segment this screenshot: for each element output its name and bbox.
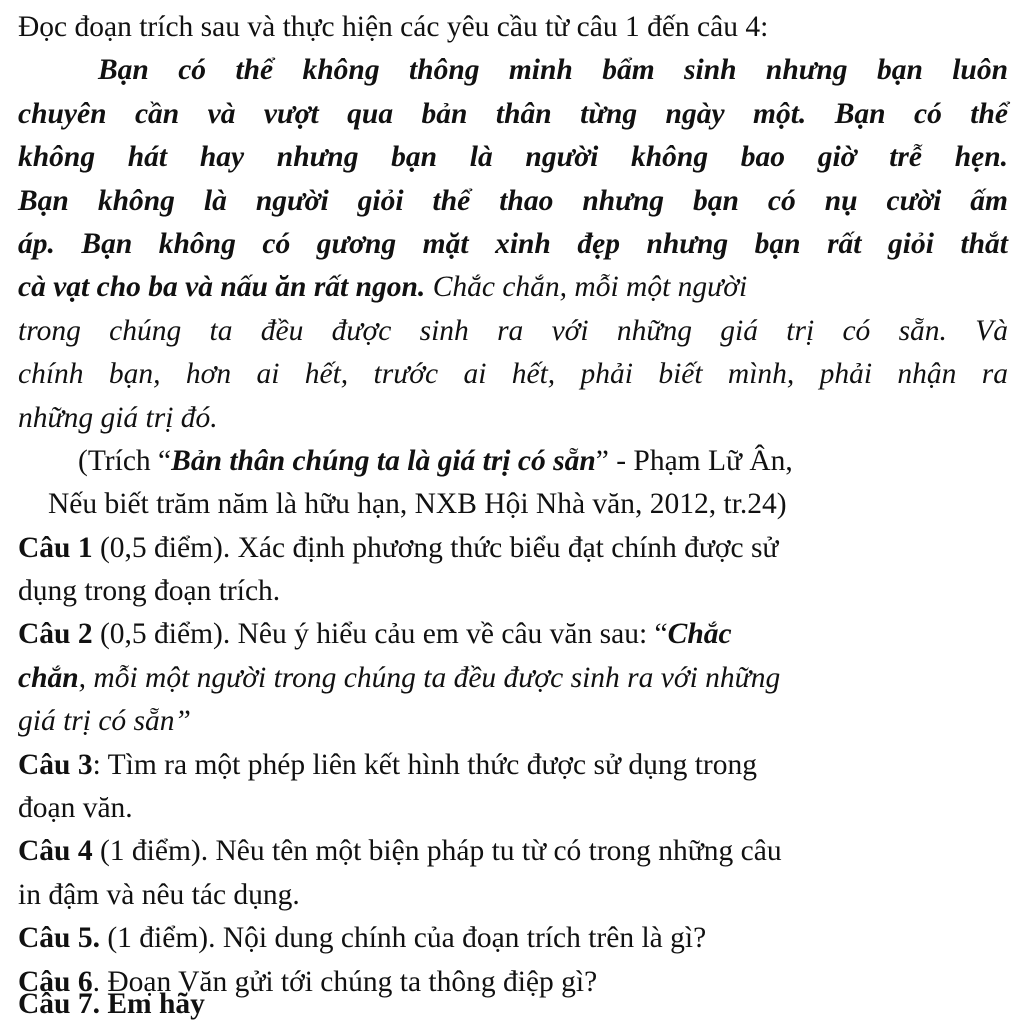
citation-prefix: (Trích “	[78, 444, 172, 477]
passage-line: không hát hay nhưng bạn là người không bao giờ trễ hẹn.	[18, 141, 1008, 174]
passage-italic-segment: Chắc chắn, mỗi một người	[425, 271, 748, 304]
passage-line: áp. Bạn không có gương mặt xinh đẹp nhưng bạn rất giỏi thắt	[18, 227, 1008, 260]
question-quote-italic: , mỗi một người trong chúng ta đều được sinh ra với những	[78, 661, 781, 694]
question-label: Câu 5.	[18, 922, 100, 955]
question-5	[18, 917, 1008, 960]
question-1-cont: dụng trong đoạn trích.	[18, 575, 281, 608]
question-text: (1 điểm). Nội dung chính của đoạn trích trên là gì?	[99, 922, 707, 955]
question-3-cont: đoạn văn.	[18, 792, 133, 825]
passage-line: Bạn có thể không thông minh bẩm sinh nhưng bạn luôn	[98, 54, 1008, 87]
cutoff-line	[18, 988, 248, 1022]
passage-line: những giá trị đó.	[18, 401, 218, 434]
question-label: Câu 1	[18, 531, 93, 564]
question-2	[18, 613, 1008, 656]
document-body	[18, 6, 1008, 1004]
question-quote-bold: Chắc	[667, 618, 732, 651]
question-text: (1 điểm). Nêu tên một biện pháp tu từ có trong những câu	[92, 835, 782, 868]
passage-line: trong chúng ta đều được sinh ra với những giá trị có sẵn. Và	[18, 314, 1008, 347]
citation-line-2: Nếu biết trăm năm là hữu hạn, NXB Hội Nhà văn, 2012, tr.24)	[48, 488, 787, 521]
question-1	[18, 527, 1008, 570]
question-4-cont: in đậm và nêu tác dụng.	[18, 878, 300, 911]
citation-title: Bản thân chúng ta là giá trị có sẵn	[171, 444, 596, 477]
question-2-cont: giá trị có sẵn”	[18, 705, 191, 738]
question-label: Câu 2	[18, 618, 93, 651]
question-label: Câu 6	[18, 965, 93, 998]
question-text: . Đoạn Văn gửi tới chúng ta thông điệp gì?	[92, 965, 598, 998]
question-4	[18, 830, 1008, 873]
passage-bold-segment: cà vạt cho ba và nấu ăn rất ngon.	[18, 271, 426, 304]
cutoff-text: Câu 7. Em hãy	[18, 988, 205, 1020]
question-3	[18, 744, 1008, 787]
passage-line: Bạn không là người giỏi thể thao nhưng bạn có nụ cười ấm	[18, 184, 1008, 217]
question-label: Câu 3	[18, 748, 93, 781]
question-quote-bold: chắn	[18, 661, 79, 694]
citation-line-1	[18, 440, 1008, 483]
passage-line-mixed	[18, 266, 1008, 309]
citation-suffix: ” - Phạm Lữ Ân,	[595, 444, 793, 477]
question-label: Câu 4	[18, 835, 93, 868]
passage-line: chuyên cần và vượt qua bản thân từng ngày một. Bạn có thể	[18, 97, 1008, 130]
passage-line: chính bạn, hơn ai hết, trước ai hết, phải biết mình, phải nhận ra	[18, 358, 1008, 391]
question-text: (0,5 điểm). Xác định phương thức biểu đạt chính được sử	[92, 531, 779, 564]
question-2-cont	[18, 657, 1008, 700]
instruction-line: Đọc đoạn trích sau và thực hiện các yêu cầu từ câu 1 đến câu 4:	[18, 11, 769, 43]
question-text: : Tìm ra một phép liên kết hình thức được sử dụng trong	[92, 748, 757, 781]
question-text: (0,5 điểm). Nêu ý hiểu cảu em về câu văn sau: “	[92, 618, 668, 651]
